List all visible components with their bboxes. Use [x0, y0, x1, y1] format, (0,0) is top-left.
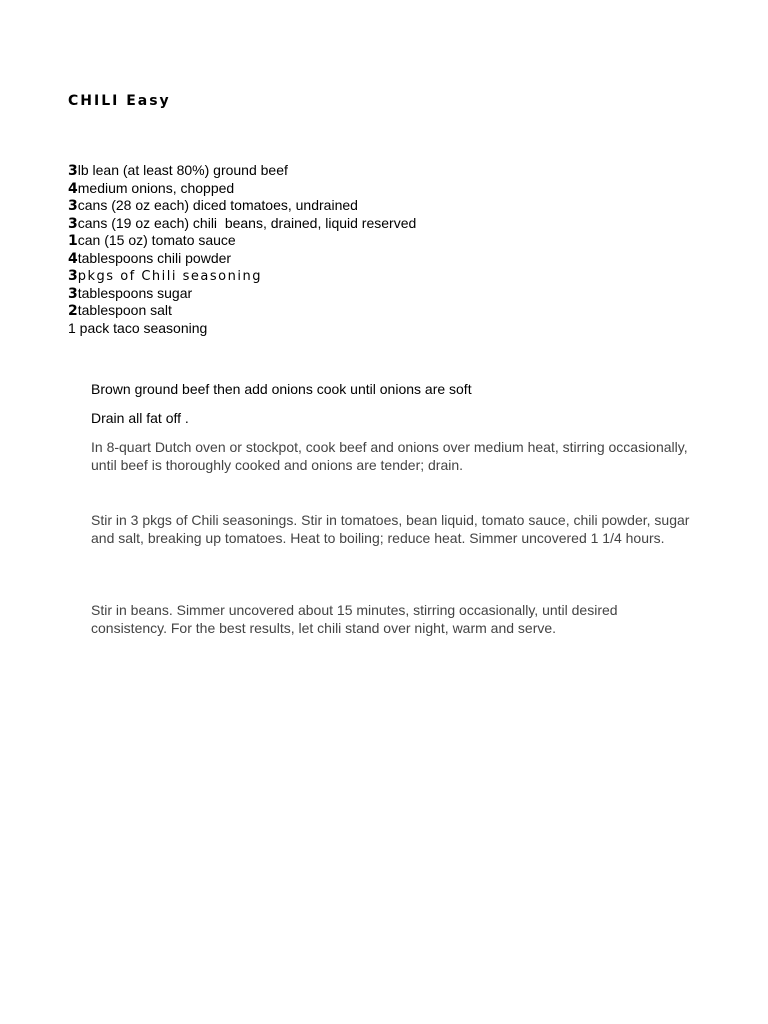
ingredient-description: medium onions, chopped	[77, 179, 235, 196]
ingredient-item	[68, 302, 416, 320]
instruction-step: Stir in beans. Simmer uncovered about 15 minutes, stirring occasionally, until desired consistency. For the best results, let chili stand over night, warm and serve.	[91, 602, 618, 636]
ingredient-quantity: 3	[68, 215, 78, 232]
ingredient-description: pkgs of Chili seasoning	[77, 269, 262, 284]
recipe-title: CHILI Easy	[68, 93, 171, 109]
ingredient-quantity: 3	[68, 268, 78, 284]
ingredient-item	[68, 162, 416, 180]
ingredient-description: cans (19 oz each) chili beans, drained, liquid reserved	[77, 214, 417, 231]
ingredient-description: can (15 oz) tomato sauce	[77, 232, 236, 248]
ingredient-quantity: 2	[68, 303, 78, 319]
ingredient-item	[68, 232, 416, 250]
ingredient-quantity: 1	[68, 233, 78, 249]
ingredient-quantity: 3	[68, 163, 78, 179]
ingredient-quantity: 4	[68, 180, 78, 197]
ingredient-description: lb lean (at least 80%) ground beef	[77, 162, 288, 178]
ingredient-quantity: 4	[68, 250, 78, 267]
ingredient-description: tablespoons chili powder	[77, 249, 232, 266]
ingredient-item	[68, 197, 416, 215]
ingredient-item	[68, 285, 416, 303]
instruction-step: Stir in 3 pkgs of Chili seasonings. Stir in tomatoes, bean liquid, tomato sauce, chili powder, sugar and salt, breaking up tomatoes. Heat to boiling; reduce heat. Simmer uncovered 1 1/4 hours.	[91, 512, 690, 546]
ingredient-item	[68, 320, 416, 338]
instruction-step: Drain all fat off .	[91, 410, 189, 426]
ingredient-description: 1 pack taco seasoning	[68, 319, 208, 336]
ingredient-item	[68, 215, 416, 233]
ingredient-item	[68, 180, 416, 198]
ingredient-description: tablespoon salt	[77, 302, 172, 318]
ingredient-quantity: 3	[68, 198, 78, 214]
instruction-step: In 8-quart Dutch oven or stockpot, cook beef and onions over medium heat, stirring occasionally, until beef is thoroughly cooked and onions are tender; drain.	[91, 439, 688, 473]
ingredient-description: tablespoons sugar	[77, 284, 193, 301]
ingredient-quantity: 3	[68, 285, 78, 302]
ingredient-description: cans (28 oz each) diced tomatoes, undrained	[77, 197, 358, 213]
ingredient-item	[68, 267, 416, 285]
ingredient-item	[68, 250, 416, 268]
ingredient-list	[68, 162, 416, 337]
instruction-step: Brown ground beef then add onions cook until onions are soft	[91, 381, 472, 397]
